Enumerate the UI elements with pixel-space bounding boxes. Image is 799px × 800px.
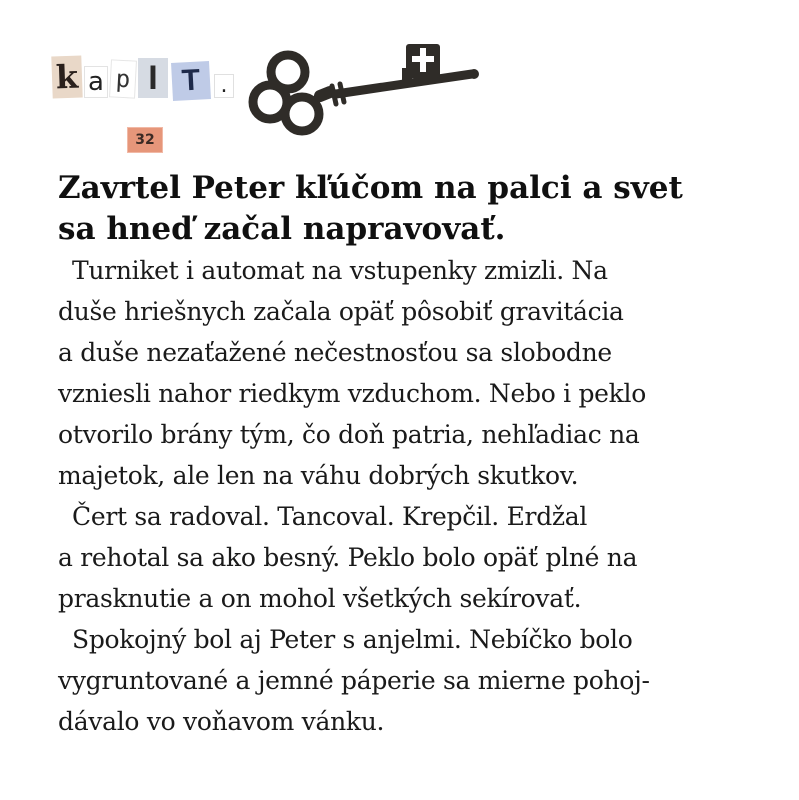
collage-letter: I: [138, 58, 168, 98]
paragraph: [58, 496, 758, 619]
text-line: Turniket i automat na vstupenky zmizli. Na: [72, 256, 608, 285]
collage-letter: T: [171, 61, 211, 101]
text-line: prasknutie a on mohol všetkých sekírovať.: [58, 584, 582, 613]
paragraph: [58, 250, 758, 496]
chapter-text: [58, 168, 758, 742]
text-line: Čert sa radoval. Tancoval. Krepčil. Erdžal: [72, 502, 588, 531]
skeleton-key-icon: [236, 34, 486, 154]
text-line: majetok, ale len na váhu dobrých skutkov.: [58, 461, 579, 490]
text-line: vzniesli nahor riedkym vzduchom. Nebo i peklo: [58, 379, 646, 408]
heading-line: sa hneď začal napravovať.: [58, 211, 506, 247]
collage-letter: .: [214, 74, 234, 98]
chapter-opening-heading: [58, 168, 758, 250]
text-line: dávalo vo voňavom vánku.: [58, 707, 385, 736]
paragraph: [58, 619, 758, 742]
text-line: a duše nezaťažené nečestnosťou sa slobodne: [58, 338, 612, 367]
collage-letter: a: [84, 66, 108, 98]
page-number-badge: 32: [127, 127, 163, 153]
text-line: vygruntované a jemné páperie sa mierne pohoj-: [58, 666, 650, 695]
text-line: otvorilo brány tým, čo doň patria, nehľadiac na: [58, 420, 640, 449]
text-line: Spokojný bol aj Peter s anjelmi. Nebíčko bolo: [72, 625, 633, 654]
text-line: duše hriešnych začala opäť pôsobiť gravitácia: [58, 297, 624, 326]
collage-letter: p: [109, 59, 137, 98]
chapter-header: [0, 0, 799, 170]
heading-line: Zavrtel Peter kľúčom na palci a svet: [58, 170, 683, 206]
collage-letter: k: [51, 55, 82, 98]
text-line: a rehotal sa ako besný. Peklo bolo opäť plné na: [58, 543, 638, 572]
